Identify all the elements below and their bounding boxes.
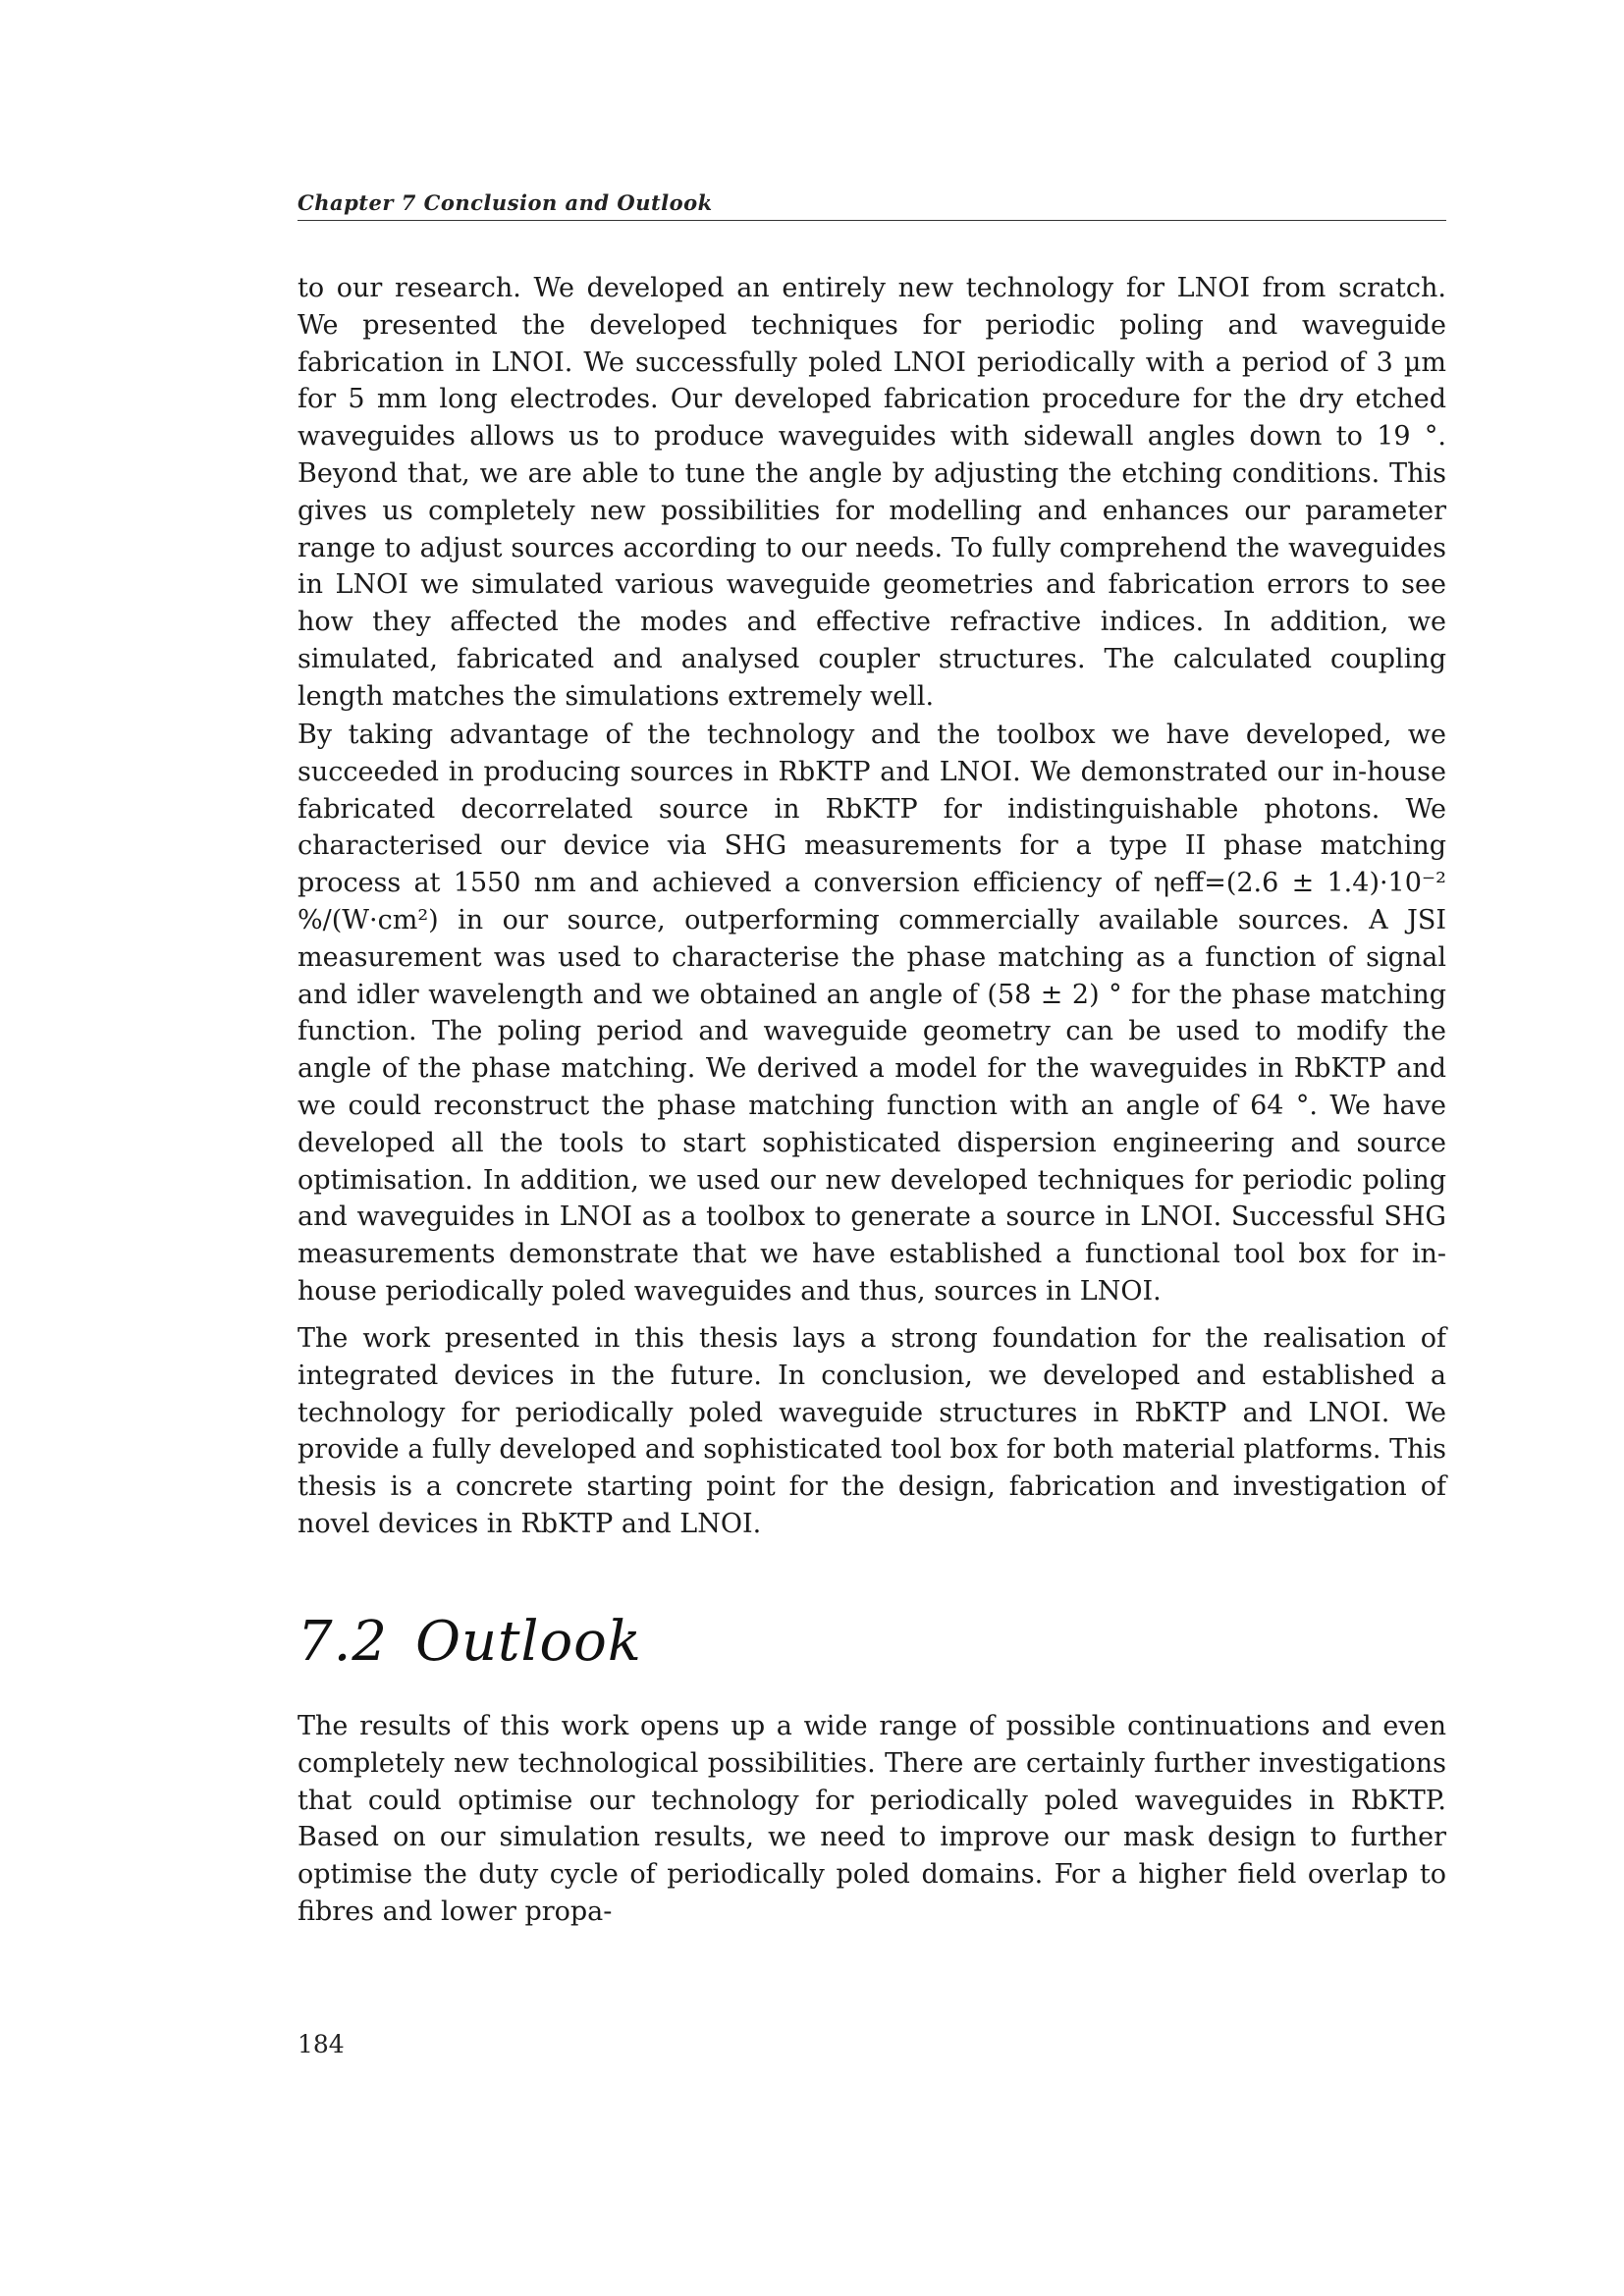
section-number: 7.2 [298, 1610, 389, 1674]
paragraph-outlook: The results of this work opens up a wide range of possible continuations and even completely new technological possibilities. There are certainly further investigations that could optimise our technology for periodically poled waveguides in RbKTP. Based on our simulation results, we need to improve our mask design to further optimise the duty cycle of periodically poled domains. For a higher field overlap to fibres and lower propa- [298, 1711, 1446, 1927]
section-title: Outlook [415, 1610, 642, 1674]
page-number: 184 [298, 2030, 345, 2058]
paragraph-conclusion: The work presented in this thesis lays a strong foundation for the realisation of integrated devices in the future. In conclusion, we developed and established a technology for periodically poled waveguide structures in RbKTP and LNOI. We provide a fully developed and sophisticated tool box for both material platforms. This thesis is a concrete starting point for the design, fabrication and investigation of novel devices in RbKTP and LNOI. [298, 1323, 1446, 1539]
running-header: Chapter 7 Conclusion and Outlook [298, 190, 713, 215]
paragraph-sources-summary: By taking advantage of the technology and the toolbox we have developed, we succeeded in producing sources in RbKTP and LNOI. We demonstrated our in-house fabricated decorrelated source in RbKTP for indistinguishable photons. We characterised our device via SHG measurements for a type II phase matching process at 1550 nm and achieved a conversion efficiency of ηeff=(2.6 ± 1.4)·10⁻² %/(W·cm²) in our source, outperforming commercially available sources. A JSI measurement was used to characterise the phase matching as a function of signal and idler wavelength and we obtained an angle of (58 ± 2) ° for the phase matching function. The poling period and waveguide geometry can be used to modify the angle of the phase matching. We derived a model for the waveguides in RbKTP and we could reconstruct the phase matching function with an angle of 64 °. We have developed all the tools to start sophisticated dispersion engineering and source optimisation. In addition, we used our new developed techniques for periodic poling and waveguides in LNOI as a toolbox to generate a source in LNOI. Successful SHG measurements demonstrate that we have established a functional tool box for in-house periodically poled waveguides and thus, sources in LNOI. [298, 720, 1446, 1307]
paragraph-lnoi-summary: to our research. We developed an entirely new technology for LNOI from scratch. We presented the developed techniques for periodic poling and waveguide fabrication in LNOI. We successfully poled LNOI periodically with a period of 3 µm for 5 mm long electrodes. Our developed fabrication procedure for the dry etched waveguides allows us to produce waveguides with sidewall angles down to 19 °. Beyond that, we are able to tune the angle by adjusting the etching conditions. This gives us completely new possibilities for modelling and enhances our parameter range to adjust sources according to our needs. To fully comprehend the waveguides in LNOI we simulated various waveguide geometries and fabrication errors to see how they affected the modes and effective refractive indices. In addition, we simulated, fabricated and analysed coupler structures. The calculated coupling length matches the simulations extremely well. [298, 273, 1446, 712]
section-heading-outlook [298, 1610, 642, 1674]
header-rule [298, 220, 1446, 221]
